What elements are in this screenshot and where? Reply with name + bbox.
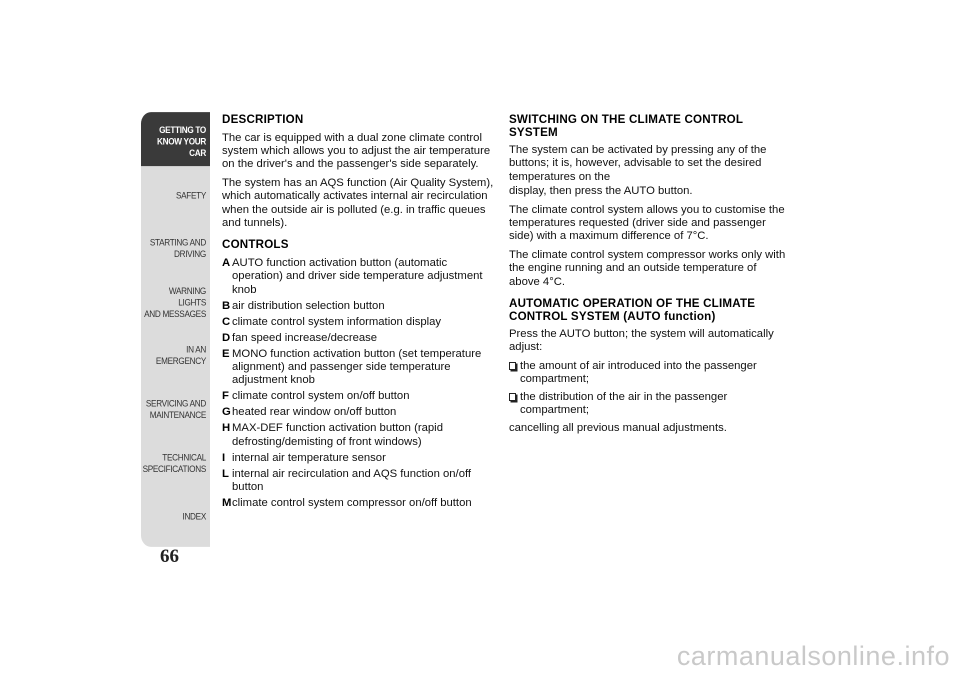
controls-list bbox=[222, 257, 498, 511]
control-text: internal air temperature sensor bbox=[232, 451, 386, 464]
control-item-i bbox=[222, 452, 498, 465]
control-item-c bbox=[222, 316, 498, 329]
tab-warning-lights-and-messages[interactable]: WARNING LIGHTS AND MESSAGES bbox=[141, 273, 210, 333]
tab-safety[interactable]: SAFETY bbox=[141, 166, 210, 226]
checkbox-bullet-icon bbox=[509, 362, 516, 370]
automatic-operation-paragraph-1: Press the AUTO button; the system will automatically adjust: bbox=[509, 328, 774, 354]
control-item-m bbox=[222, 497, 498, 510]
list-item-text: the distribution of the air in the passenger compartment; bbox=[520, 390, 728, 417]
automatic-operation-paragraph-2: cancelling all previous manual adjustments. bbox=[509, 421, 727, 434]
control-key: L bbox=[222, 467, 229, 480]
left-column bbox=[222, 114, 498, 513]
checkbox-bullet-icon bbox=[509, 393, 516, 401]
control-text: climate control system information display bbox=[232, 315, 442, 328]
control-text: MAX-DEF function activation button (rapid defrosting/demisting of front windows) bbox=[232, 422, 443, 448]
automatic-adjust-list bbox=[509, 360, 787, 418]
control-item-b bbox=[222, 300, 498, 313]
watermark: carmanualsonline.info bbox=[676, 641, 950, 671]
tab-servicing-and-maintenance[interactable]: SERVICING AND MAINTENANCE bbox=[141, 380, 210, 440]
automatic-operation-heading: AUTOMATIC OPERATION OF THE CLIMATE CONTROL SYSTEM (AUTO function) bbox=[509, 297, 756, 323]
control-text: climate control system on/off button bbox=[232, 390, 410, 403]
control-text: internal air recirculation and AQS function on/off button bbox=[232, 467, 472, 494]
tab-in-an-emergency[interactable]: IN AN EMERGENCY bbox=[141, 326, 210, 386]
right-column bbox=[509, 114, 787, 440]
control-item-f bbox=[222, 390, 498, 403]
control-text: MONO function activation button (set temperature alignment) and passenger side temperature adjustment knob bbox=[232, 347, 482, 387]
tab-starting-and-driving[interactable]: STARTING AND DRIVING bbox=[141, 219, 210, 279]
control-item-h bbox=[222, 422, 498, 449]
list-item bbox=[509, 391, 787, 418]
list-item-text: the amount of air introduced into the passenger compartment; bbox=[520, 359, 757, 386]
control-key: F bbox=[222, 390, 229, 403]
control-item-e bbox=[222, 348, 498, 388]
switching-paragraph-1: The system can be activated by pressing any of the buttons; it is, however, advisable to set the desired temperatures on the bbox=[509, 144, 767, 183]
control-text: air distribution selection button bbox=[232, 299, 385, 312]
list-item bbox=[509, 360, 787, 387]
control-text: heated rear window on/off button bbox=[232, 406, 397, 419]
description-paragraph-2: The system has an AQS function (Air Quality System), which automatically activates internal air recirculation when the outside air is polluted (e.g. in traffic queues and tunnels). bbox=[222, 176, 494, 229]
switching-paragraph-2: display, then press the AUTO button. bbox=[509, 185, 693, 198]
control-item-a bbox=[222, 257, 498, 297]
control-key: M bbox=[222, 497, 232, 510]
control-key: B bbox=[222, 299, 231, 312]
tab-index[interactable]: INDEX bbox=[141, 487, 210, 547]
control-key: H bbox=[222, 422, 231, 435]
switching-on-heading: SWITCHING ON THE CLIMATE CONTROL SYSTEM bbox=[509, 113, 743, 139]
control-key: A bbox=[222, 256, 231, 269]
controls-heading: CONTROLS bbox=[222, 238, 289, 252]
control-key: D bbox=[222, 331, 231, 344]
chapter-tabs bbox=[141, 116, 210, 545]
control-item-l bbox=[222, 468, 498, 495]
tab-technical-specifications[interactable]: TECHNICAL SPECIFICATIONS bbox=[141, 434, 210, 494]
control-key: I bbox=[222, 451, 226, 464]
tab-getting-to-know-your-car[interactable]: GETTING TO KNOW YOUR CAR bbox=[141, 112, 210, 172]
description-paragraph-1: The car is equipped with a dual zone climate control system which allows you to adjust the air temperature on the driver's and the passenger's side separately. bbox=[222, 131, 491, 171]
control-text: AUTO function activation button (automatic operation) and driver side temperature adjustment knob bbox=[232, 256, 483, 296]
switching-paragraph-3: The climate control system allows you to customise the temperatures requested (driver side and passenger side) with a maximum difference of 7°C. bbox=[509, 203, 785, 243]
switching-paragraph-4: The climate control system compressor works only with the engine running and an outside temperature of above 4°C. bbox=[509, 248, 786, 288]
control-key: E bbox=[222, 347, 230, 360]
control-item-g bbox=[222, 406, 498, 419]
description-heading: DESCRIPTION bbox=[222, 113, 304, 126]
control-key: C bbox=[222, 315, 231, 328]
control-text: climate control system compressor on/off button bbox=[232, 497, 472, 510]
control-item-d bbox=[222, 332, 498, 345]
control-text: fan speed increase/decrease bbox=[232, 331, 378, 344]
control-key: G bbox=[222, 406, 231, 419]
page-number: 66 bbox=[160, 546, 179, 567]
